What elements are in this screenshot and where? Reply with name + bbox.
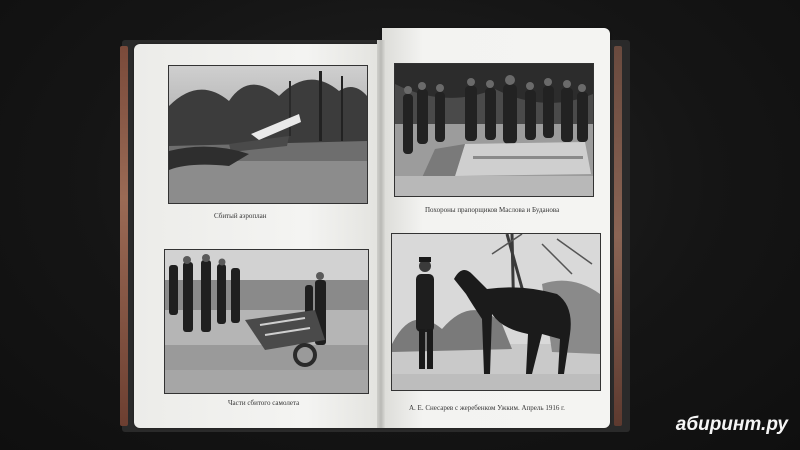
photo-funeral xyxy=(394,63,594,197)
book-gutter xyxy=(377,40,385,428)
cover-edge-left xyxy=(120,46,128,426)
cover-edge-right xyxy=(614,46,622,426)
caption-top-left: Сбитый аэроплан xyxy=(214,212,267,220)
labirint-watermark: абиринт.ру xyxy=(675,414,788,435)
caption-top-right: Похороны прапорщиков Маслова и Буданова xyxy=(425,206,560,214)
caption-bottom-right: А. Е. Снесарев с жеребенком Ужким. Апрель 1916 г. xyxy=(409,404,565,412)
caption-bottom-left: Части сбитого самолета xyxy=(228,399,300,407)
photo-officer-with-horse xyxy=(391,233,601,391)
photo-downed-aeroplane xyxy=(168,65,368,204)
photo-wreckage-parts xyxy=(164,249,369,394)
